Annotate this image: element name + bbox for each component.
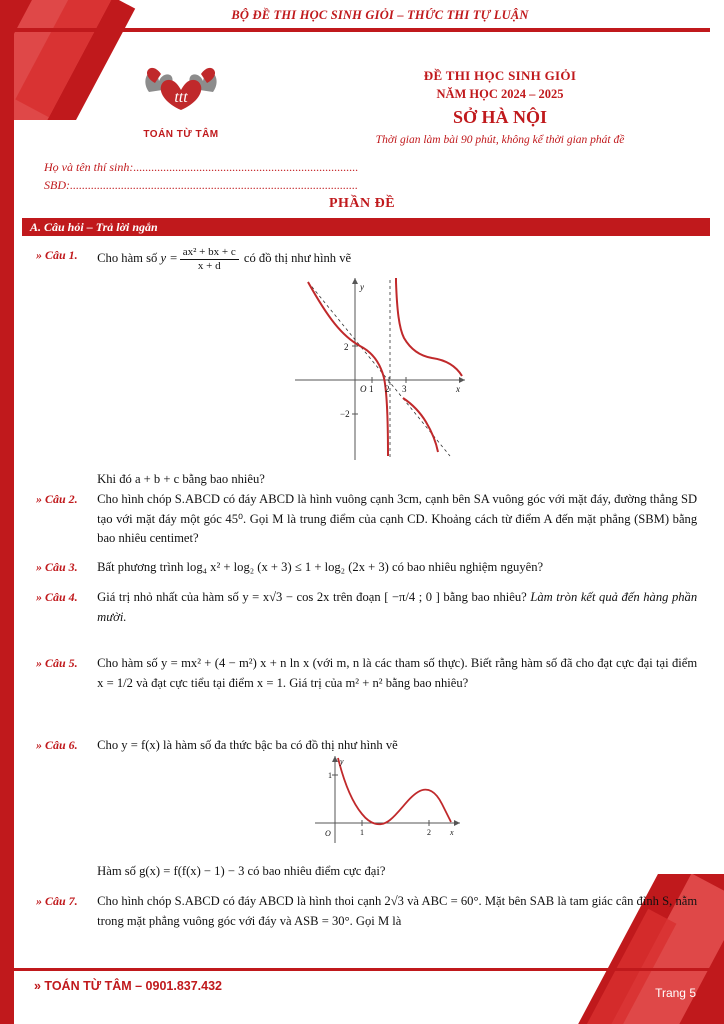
logo-label: TOÁN TỪ TÂM [143,129,219,140]
part-title: PHẦN ĐỀ [328,196,396,211]
question-3-label: » Câu 3. [36,560,78,574]
field-sbd: SBD:................................................................................................ [44,178,358,192]
logo [126,62,236,140]
question-4-text-b: bằng bao nhiêu? [443,590,527,604]
question-6-graph [300,748,470,853]
question-6-label: » Câu 6. [36,738,78,752]
question-1-graph [280,270,480,475]
svg-text:x: x [456,384,460,394]
question-5 [36,654,708,693]
question-6-tail [36,862,708,882]
fraction-denominator: x + d [180,259,239,273]
svg-text:x: x [450,828,454,837]
question-3-body: Bất phương trình log₄ x² + log₂ (x + 3) ≤ 1 + log₂ (2x + 3) có bao nhiêu nghiệm nguyên? [97,560,544,574]
question-1-label: » Câu 1. [36,248,78,262]
logo-icon [131,62,231,122]
question-2 [36,490,708,549]
footer-contact: » TOÁN TỪ TÂM – 0901.837.432 [34,979,223,993]
question-1 [36,246,708,272]
exam-heading [300,68,700,146]
question-4 [36,588,708,627]
decor-left-bar [0,0,14,1024]
question-4-text-c: Làm tròn kết quả đến hàng phần mười. [97,590,698,624]
svg-text:3: 3 [402,384,407,394]
section-a-label: A. Câu hỏi – Trả lời ngắn [30,220,158,234]
question-4-interval: [ −π/4 ; 0 ] [384,590,440,604]
question-7-label: » Câu 7. [36,894,78,908]
svg-text:2: 2 [427,828,431,837]
question-6-body: Cho y = f(x) là hàm số đa thức bậc ba có đồ thị như hình vẽ [97,738,398,752]
question-1-body [97,246,697,272]
fraction-numerator: ax² + bx + c [182,246,236,258]
question-2-label: » Câu 2. [36,492,78,506]
field-fullname: Họ và tên thí sinh:........................................................................... [44,160,359,174]
svg-text:1: 1 [360,828,364,837]
exam-title: ĐỀ THI HỌC SINH GIỎI [423,68,577,83]
svg-text:y: y [340,757,344,766]
question-1-intro: Cho hàm số [97,251,158,266]
question-1-tail-text: Khi đó a + b + c bằng bao nhiêu? [97,472,265,486]
question-7 [36,892,708,931]
exam-year: NĂM HỌC 2024 – 2025 [436,87,564,101]
section-a-bar [22,218,710,236]
exam-authority: SỞ HÀ NỘI [452,107,548,127]
question-6-tail-text: Hàm số g(x) = f(f(x) − 1) − 3 có bao nhiêu điểm cực đại? [97,864,386,878]
svg-text:2: 2 [344,342,349,352]
question-4-text-a: Giá trị nhỏ nhất của hàm số y = x√3 − cos 2x trên đoạn [97,590,381,604]
candidate-fields [44,160,494,196]
question-1-fraction [180,246,239,272]
question-4-body [97,588,697,627]
svg-text:1: 1 [369,384,374,394]
question-3 [36,558,708,578]
question-5-label: » Câu 5. [36,656,78,670]
exam-duration: Thời gian làm bài 90 phút, không kể thời gian phát đề [375,134,625,146]
page-banner-title: BỘ ĐỀ THI HỌC SINH GIỎI – THỨC THI TỰ LUẬN [231,8,529,22]
svg-text:1: 1 [328,771,332,780]
svg-text:O: O [325,829,331,838]
question-7-body: Cho hình chóp S.ABCD có đáy ABCD là hình thoi cạnh 2√3 và ABC = 60°. Mặt bên SAB là tam giác cân đỉnh S, nằm trong mặt phẳng vuông góc với đáy và ASB = 30°. Gọi M là [97,894,698,928]
svg-text:O: O [360,384,367,394]
question-5-body: Cho hàm số y = mx² + (4 − m²) x + n ln x (với m, n là các tham số thực). Biết rằng hàm số đã cho đạt cực đại tại điểm x = 1/2 và đạt cực tiểu tại điểm x = 1. Giá trị của m² + n² bằng bao nhiêu? [97,656,698,690]
question-4-label: » Câu 4. [36,590,78,604]
bottom-divider [14,968,710,971]
question-1-tail [36,470,708,490]
svg-text:−2: −2 [340,409,350,419]
question-1-eq: y = [160,251,178,266]
question-2-body: Cho hình chóp S.ABCD có đáy ABCD là hình vuông cạnh 3cm, cạnh bên SA vuông góc với mặt đáy, đường thẳng SD tạo với mặt đáy một góc 45⁰. Gọi M là trung điểm của cạnh CD. Khoảng cách từ điểm A đến mặt phẳng (SBM) bằng bao nhiêu centimet? [97,492,698,546]
svg-text:2: 2 [385,384,390,394]
svg-text:y: y [360,282,364,292]
question-1-after: có đồ thị như hình vẽ [243,251,352,266]
top-divider [14,28,710,32]
svg-text:ttt: ttt [174,89,188,106]
page-number: Trang 5 [655,986,696,1000]
